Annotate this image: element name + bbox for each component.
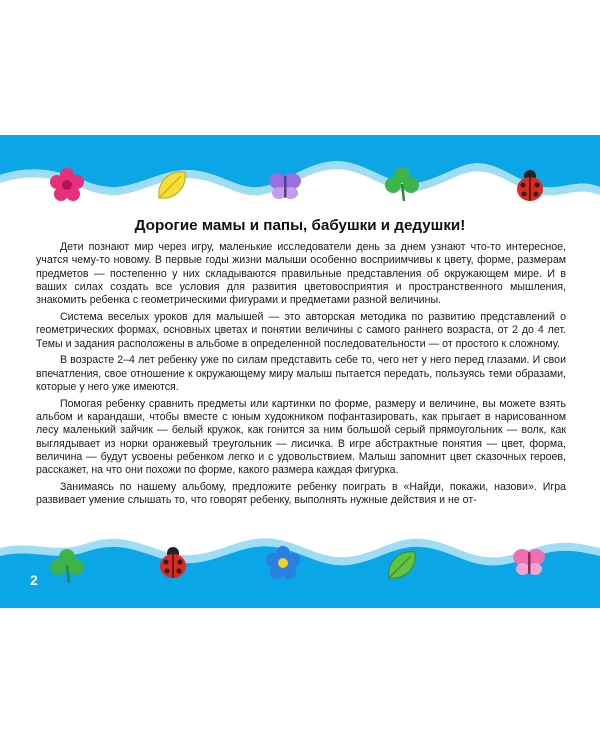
bottom-wave-band xyxy=(0,528,600,608)
ladybug-icon xyxy=(155,545,191,586)
clover-icon xyxy=(50,548,84,589)
leaf-icon xyxy=(385,548,419,587)
body-text xyxy=(36,241,566,511)
paragraph: Дети познают мир через игру, маленькие исследователи день за днем узнают что-то интересное, учатся чему-то новому. В первые годы жизни малыши особенно восприимчивы к цвету, форме, размерам предметов — постепенно у них складываются правильные представления об окружающем мире. И в ваших силах создать все условия для развития цветовосприятия и пространственного мышления, знакомить ребенка с геометрическими фигурами и предметами разной величины. xyxy=(36,241,566,307)
butterfly-icon xyxy=(268,170,302,207)
ladybug-icon xyxy=(512,168,548,209)
page-heading: Дорогие мамы и папы, бабушки и дедушки! xyxy=(134,217,466,234)
paragraph: В возрасте 2–4 лет ребенку уже по силам представить себе то, чего нет у него перед глазами. И свои впечатления, свое отношение к окружающему миру малыш пытается передать, пользуясь теми образами, которые у него уже имеются. xyxy=(36,354,566,393)
flower-icon xyxy=(266,546,300,585)
page-number: 2 xyxy=(30,572,38,588)
butterfly-icon xyxy=(512,546,546,583)
clover-icon xyxy=(385,166,419,207)
flower-icon xyxy=(50,168,84,207)
paragraph: Система веселых уроков для малышей — это авторская методика по развитию представлений о геометрических формах, основных цветах и понятии величины с самого раннего возраста, от 2 до 4 лет. Темы и задания расположены в альбоме в определенной последовательности — от простого к сложному. xyxy=(36,310,566,350)
paragraph: Помогая ребенку сравнить предметы или картинки по форме, размеру и величине, вы можете взять альбом и карандаши, чтобы вместе с юным художником пофантазировать, как прыгает в нарисованном лесу маленький зайчик — белый кружок, как гонится за ним большой серый прямоугольник — волк, как выглядывает из норки оранжевый треугольник — лисичка. В игре абстрактные понятия — цвет, форма, величина — будут усвоены ребенком легко и с удовольствием. Малыш запомнит цвет сказочных героев, расскажет, на что они похожи по форме, какого размера каждая фигурка. xyxy=(36,397,566,477)
paragraph: Занимаясь по нашему альбому, предложите ребенку поиграть в «Найди, покажи, назови». Игра развивает умение слышать то, что говорят ребенку, выполнять нужные действия и не от- xyxy=(36,481,566,507)
leaf-icon xyxy=(155,168,189,207)
